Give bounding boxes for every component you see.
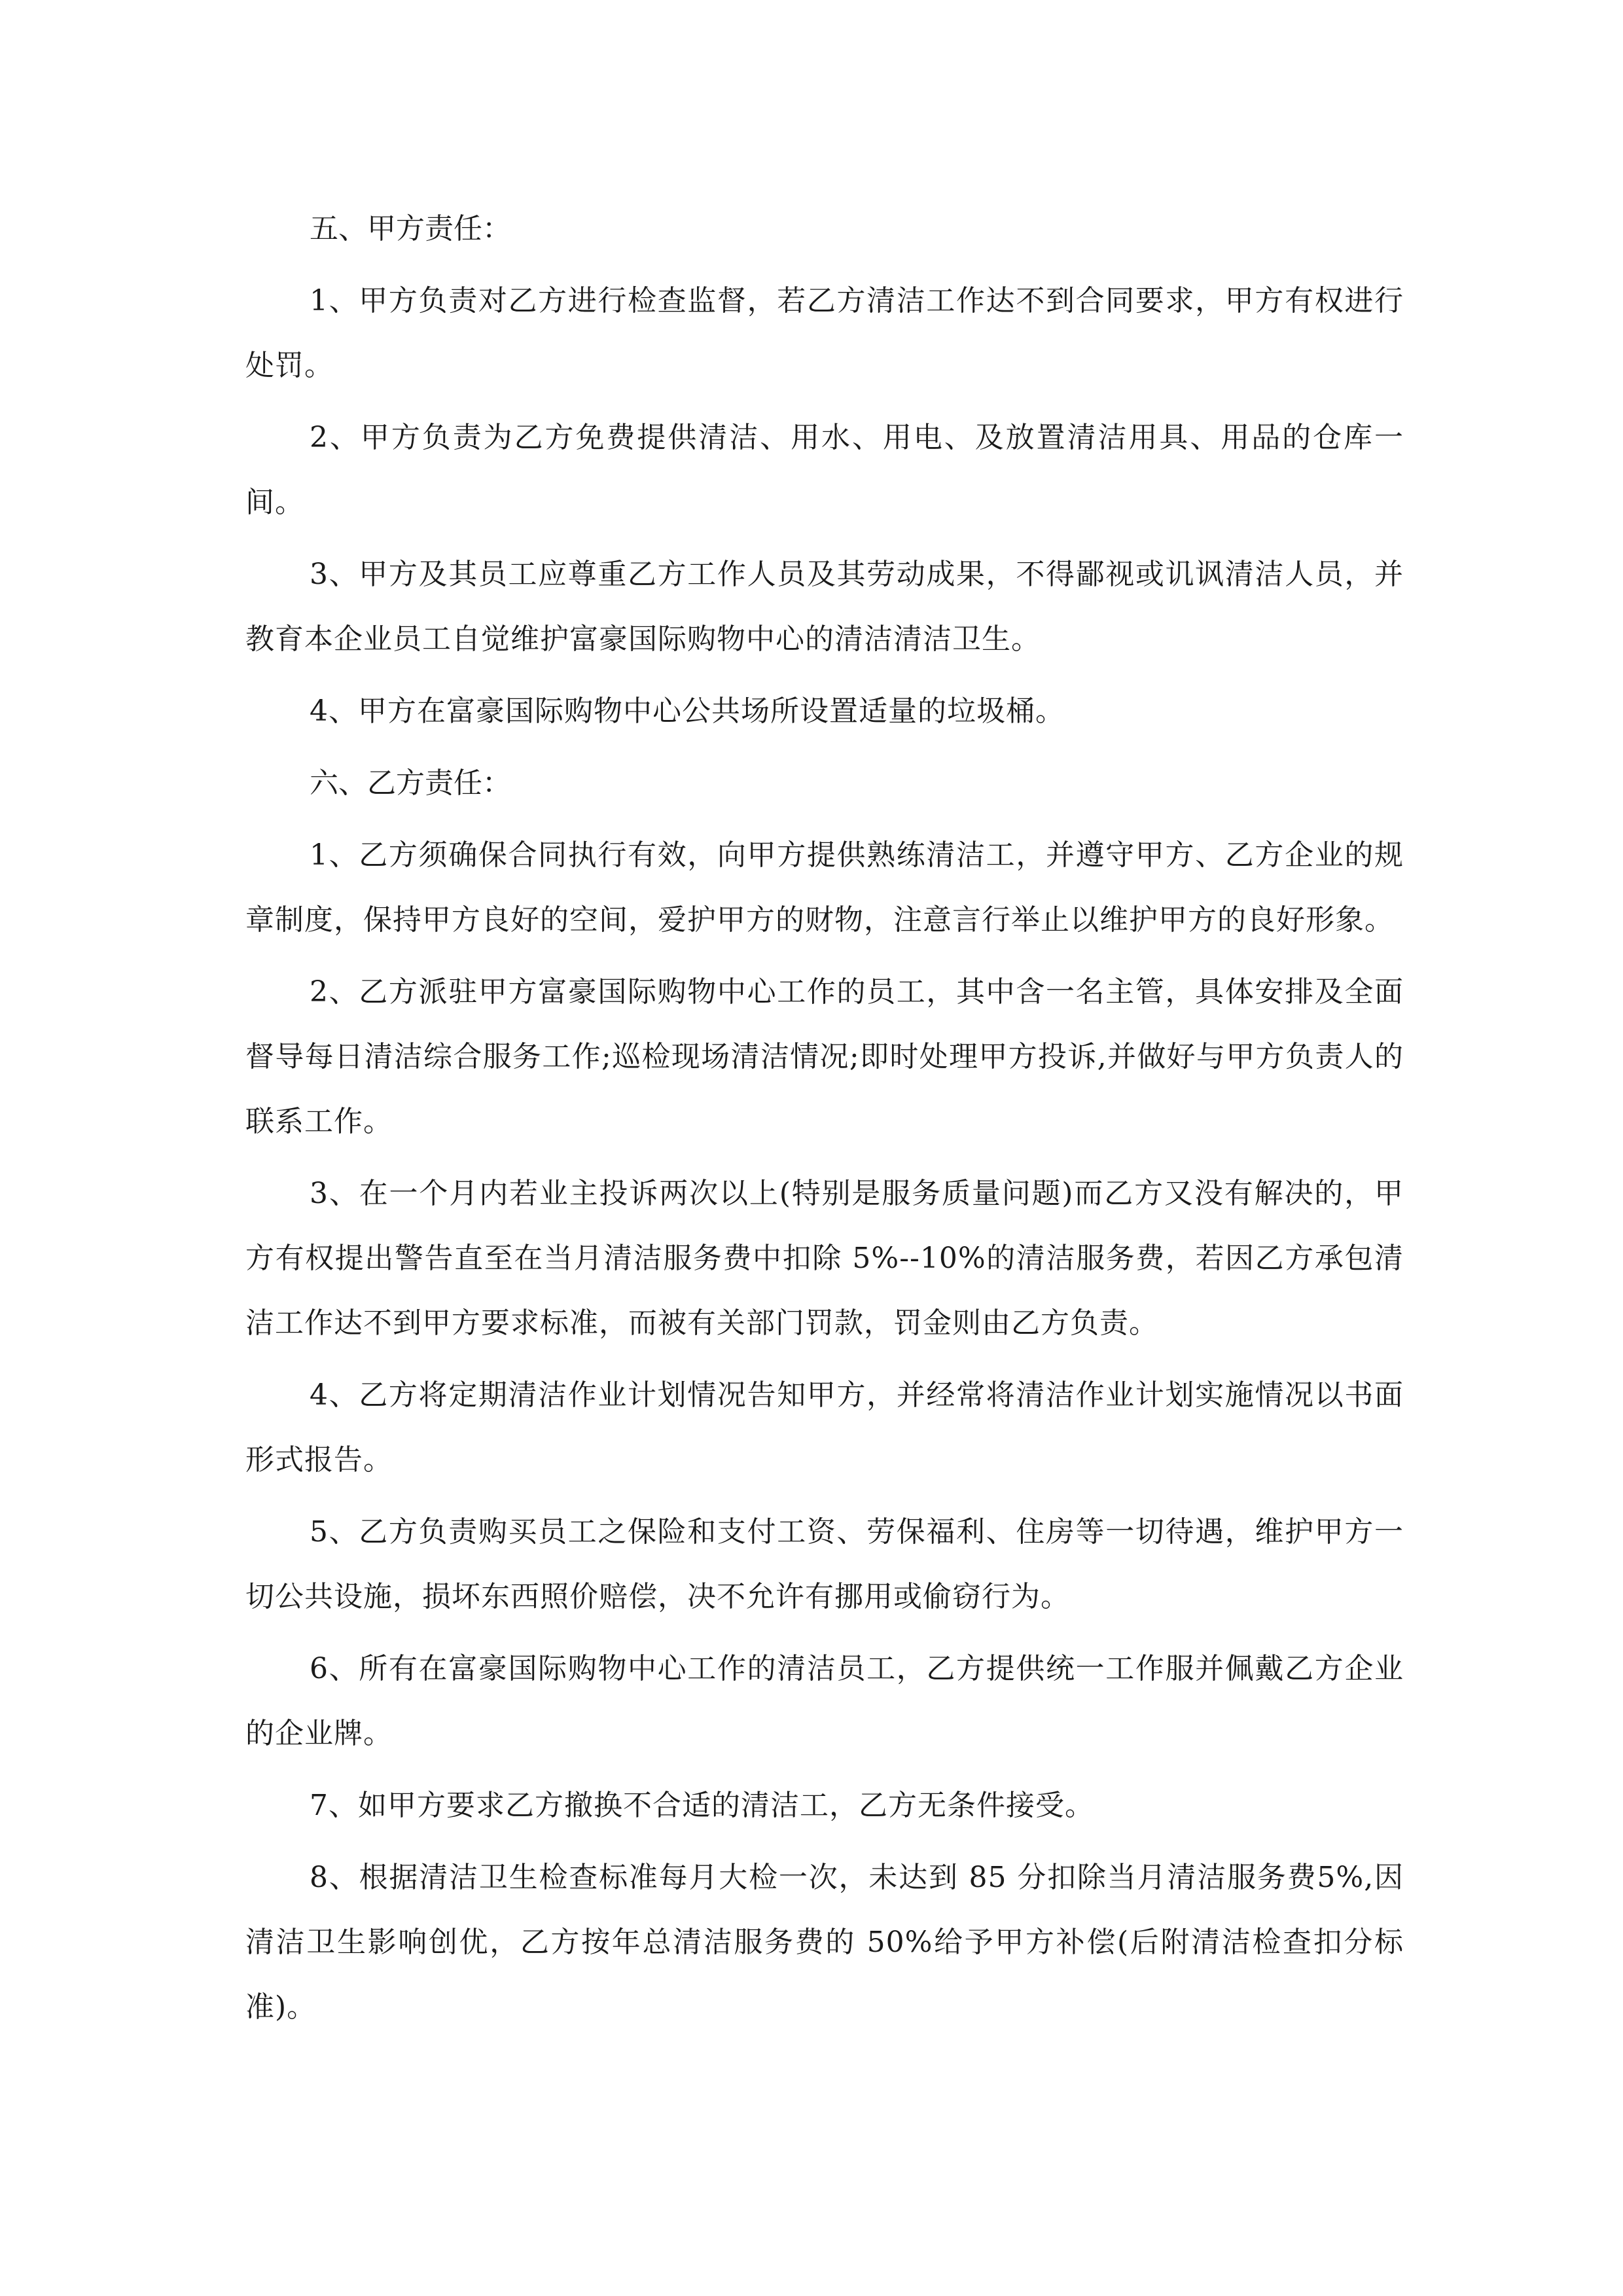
section-heading-party-b-responsibility: 六、乙方责任：: [310, 766, 511, 800]
paragraph: 1、甲方负责对乙方进行检查监督，若乙方清洁工作达不到合同要求，甲方有权进行处罚。: [245, 284, 1404, 382]
paragraph: 4、乙方将定期清洁作业计划情况告知甲方，并经常将清洁作业计划实施情况以书面形式报告。: [245, 1378, 1404, 1477]
paragraph: 2、乙方派驻甲方富豪国际购物中心工作的员工，其中含一名主管，具体安排及全面督导每日清洁综合服务工作;巡检现场清洁情况;即时处理甲方投诉,并做好与甲方负责人的联系工作。: [245, 975, 1404, 1138]
paragraph: 8、根据清洁卫生检查标准每月大检一次，未达到 85 分扣除当月清洁服务费5%,因清洁卫生影响创优，乙方按年总清洁服务费的 50%给予甲方补偿(后附清洁检查扣分标准)。: [245, 1861, 1404, 2024]
section-heading-party-a-responsibility: 五、甲方责任：: [310, 212, 511, 245]
paragraph: 7、如甲方要求乙方撤换不合适的清洁工，乙方无条件接受。: [310, 1789, 1094, 1822]
paragraph: 6、所有在富豪国际购物中心工作的清洁员工，乙方提供统一工作服并佩戴乙方企业的企业牌。: [245, 1652, 1404, 1750]
paragraph: 1、乙方须确保合同执行有效，向甲方提供熟练清洁工，并遵守甲方、乙方企业的规章制度，保持甲方良好的空间，爱护甲方的财物，注意言行举止以维护甲方的良好形象。: [245, 838, 1404, 937]
paragraph: 2、甲方负责为乙方免费提供清洁、用水、用电、及放置清洁用具、用品的仓库一间。: [245, 421, 1404, 519]
paragraph: 4、甲方在富豪国际购物中心公共场所设置适量的垃圾桶。: [310, 694, 1065, 728]
paragraph: 5、乙方负责购买员工之保险和支付工资、劳保福利、住房等一切待遇，维护甲方一切公共设施，损坏东西照价赔偿，决不允许有挪用或偷窃行为。: [245, 1515, 1404, 1613]
paragraph: 3、甲方及其员工应尊重乙方工作人员及其劳动成果，不得鄙视或讥讽清洁人员，并教育本企业员工自觉维护富豪国际购物中心的清洁清洁卫生。: [245, 558, 1404, 656]
paragraph: 3、在一个月内若业主投诉两次以上(特别是服务质量问题)而乙方又没有解决的，甲方有权提出警告直至在当月清洁服务费中扣除 5%--10%的清洁服务费，若因乙方承包清洁工作达不到甲方要求标准，而被有关部门罚款，罚金则由乙方负责。: [245, 1177, 1404, 1340]
document-body: [245, 196, 1404, 2047]
